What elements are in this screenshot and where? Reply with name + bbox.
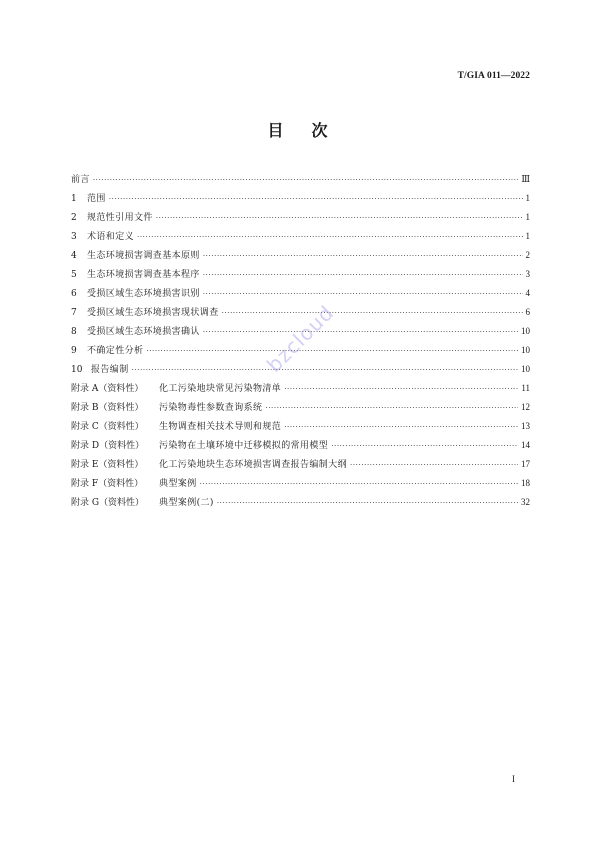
toc-title-char-2: 次 [311, 121, 328, 140]
toc-entry-appendix-b[interactable] [71, 398, 530, 417]
toc-entry-number: 附录 C（资料性） [71, 422, 144, 432]
toc-title-char-1: 目 [267, 121, 284, 140]
toc-leader-dots [137, 228, 522, 247]
toc-entry-label: 化工污染地块生态环境损害调查报告编制大纲 [159, 460, 348, 470]
toc-entry-label: 范围 [87, 194, 106, 204]
toc-leader-dots [132, 361, 518, 380]
toc-entry-label: 前言 [71, 175, 90, 185]
toc-entry-label: 受损区域生态环境损害识别 [87, 289, 200, 299]
toc-entry-page: Ⅲ [521, 174, 530, 184]
toc-leader-dots [109, 190, 523, 209]
toc-entry-page: 10 [521, 364, 530, 374]
toc-entry-label: 报告编制 [91, 365, 129, 375]
toc-leader-dots [200, 475, 518, 494]
toc-leader-dots [156, 209, 523, 228]
toc-entry-label: 受损区域生态环境损害现状调查 [87, 308, 219, 318]
toc-entry-appendix-d[interactable] [71, 436, 530, 455]
toc-entry-2[interactable] [71, 208, 530, 227]
toc-entry-label: 不确定性分析 [87, 346, 144, 356]
toc-entry-label: 污染物在土壤环境中迁移模拟的常用模型 [159, 441, 329, 451]
toc-entry-page: 18 [521, 478, 530, 488]
toc-leader-dots [331, 437, 518, 456]
toc-entry-label: 典型案例(二) [159, 498, 214, 508]
toc-entry-appendix-a[interactable] [71, 379, 530, 398]
document-id: T/GIA 011—2022 [457, 71, 530, 81]
toc-entry-number: 9 [71, 346, 77, 356]
toc-entry-label: 受损区域生态环境损害确认 [87, 327, 200, 337]
toc-entry-label: 术语和定义 [87, 232, 135, 242]
toc-entry-label: 生态环境损害调查基本原则 [87, 251, 200, 261]
toc-leader-dots [222, 304, 523, 323]
toc-entry-10[interactable] [71, 360, 530, 379]
toc-entry-number: 3 [71, 232, 77, 242]
toc-entry-3[interactable] [71, 227, 530, 246]
toc-entry-page: 10 [521, 345, 530, 355]
toc-entry-page: 1 [525, 231, 530, 241]
toc-entry-page: 3 [525, 269, 530, 279]
toc-leader-dots [203, 266, 523, 285]
toc-entry-page: 17 [521, 459, 530, 469]
toc-entry-1[interactable] [71, 189, 530, 208]
toc-entry-page: 32 [521, 497, 530, 507]
toc-title [0, 118, 595, 141]
toc-entry-7[interactable] [71, 303, 530, 322]
toc-entry-number: 附录 G（资料性） [71, 498, 145, 508]
toc-entry-number: 附录 E（资料性） [71, 460, 144, 470]
toc-entry-number: 2 [71, 213, 77, 223]
toc-entry-label: 污染物毒性参数查询系统 [159, 403, 263, 413]
toc-leader-dots [203, 247, 523, 266]
toc-leader-dots [93, 171, 519, 190]
toc-entry-page: 11 [521, 383, 530, 393]
toc-entry-4[interactable] [71, 246, 530, 265]
toc-entry-number: 附录 A（资料性） [71, 384, 144, 394]
page-number: I [512, 774, 515, 784]
toc-leader-dots [284, 380, 518, 399]
toc-leader-dots [265, 399, 518, 418]
toc-entry-appendix-e[interactable] [71, 455, 530, 474]
toc-entry-label: 生态环境损害调查基本程序 [87, 270, 200, 280]
toc-entry-label: 生物调查相关技术导则和规范 [159, 422, 282, 432]
toc-leader-dots [146, 342, 518, 361]
toc-entry-number: 1 [71, 194, 77, 204]
toc-entry-page: 12 [521, 402, 530, 412]
toc-entry-page: 4 [525, 288, 530, 298]
toc-entry-number: 5 [71, 270, 77, 280]
toc-entry-number: 7 [71, 308, 77, 318]
toc-entry-label: 典型案例 [159, 479, 197, 489]
toc-entry-page: 2 [525, 250, 530, 260]
toc-entry-label: 化工污染地块常见污染物清单 [159, 384, 282, 394]
toc-entry-number: 附录 F（资料性） [71, 479, 144, 489]
toc-entry-number: 附录 D（资料性） [71, 441, 145, 451]
toc-entry-number: 4 [71, 251, 77, 261]
toc-entry-appendix-f[interactable] [71, 474, 530, 493]
toc-leader-dots [203, 285, 523, 304]
toc-leader-dots [217, 494, 518, 513]
toc-entry-label: 规范性引用文件 [87, 213, 153, 223]
watermark: bzcloud [262, 300, 339, 377]
toc-entry-5[interactable] [71, 265, 530, 284]
toc-entry-page: 6 [525, 307, 530, 317]
toc-entry-number: 附录 B（资料性） [71, 403, 144, 413]
toc-entry-page: 14 [521, 440, 530, 450]
toc-entry-6[interactable] [71, 284, 530, 303]
toc-entry-number: 10 [71, 365, 83, 375]
toc-entry-page: 10 [521, 326, 530, 336]
toc-leader-dots [350, 456, 518, 475]
toc-entry-appendix-c[interactable] [71, 417, 530, 436]
toc-entry-page: 1 [525, 212, 530, 222]
toc-entry-foreword[interactable] [71, 170, 530, 189]
toc-entry-page: 13 [521, 421, 530, 431]
toc-entry-number: 6 [71, 289, 77, 299]
toc-leader-dots [284, 418, 518, 437]
toc-entry-page: 1 [525, 193, 530, 203]
toc-leader-dots [203, 323, 518, 342]
toc-entry-appendix-g[interactable] [71, 493, 530, 512]
toc-entry-number: 8 [71, 327, 77, 337]
